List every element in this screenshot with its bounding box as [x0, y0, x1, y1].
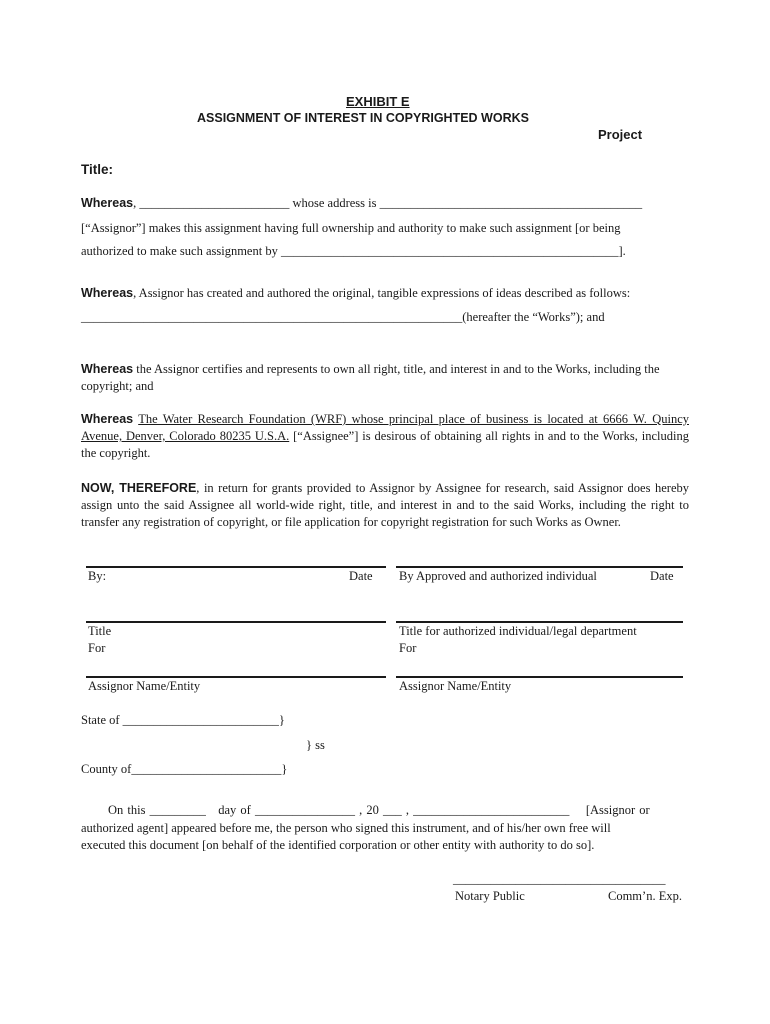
ss-label: } ss	[306, 738, 325, 752]
commission-expiration-label: Comm’n. Exp.	[608, 889, 682, 903]
now-therefore-label: NOW, THEREFORE	[81, 481, 197, 495]
state-line: State of _________________________}	[81, 713, 285, 727]
acknowledgment-line-1: On this _________ day of ________________ , 20 ___ , _________________________ [Assignor or	[108, 803, 650, 817]
certifies-paragraph: Whereas the Assignor certifies and represents to own all right, title, and interest in and to the Works, including the copyright; and	[81, 362, 660, 393]
right-by-label[interactable]: By Approved and authorized individual	[399, 569, 597, 583]
right-title-label[interactable]: Title for authorized individual/legal department	[399, 624, 637, 638]
authorizer-field[interactable]: ______________________________________________________	[280, 244, 619, 258]
assignee-details: The Water Research Foundation (WRF) whose principal place of business is located at 6666 W. Quincy Avenue, Denver, Colorado 80235 U.S.A.	[81, 412, 689, 443]
acknowledgment-line-2: authorized agent] appeared before me, the person who signed this instrument, and of his/her own free will	[81, 821, 611, 835]
assignor-line-2: [“Assignor”] makes this assignment having full ownership and authority to make such assignment [or being	[81, 221, 621, 235]
works-line-2: _____________________________________________________________(hereafter the “Works”); and	[81, 310, 605, 324]
exhibit-heading: EXHIBIT E	[346, 94, 410, 109]
left-by-label[interactable]: By:	[88, 569, 107, 583]
day-field[interactable]: _________	[149, 803, 206, 817]
left-signature-rule-mid	[86, 621, 386, 623]
right-for-label[interactable]: For	[399, 641, 417, 655]
year-field[interactable]: ___	[382, 803, 402, 817]
assignor-name-field[interactable]: ________________________	[139, 196, 290, 210]
right-signature-rule-bottom	[396, 676, 683, 678]
left-name-label[interactable]: Assignor Name/Entity	[88, 679, 201, 693]
left-for-label[interactable]: For	[88, 641, 106, 655]
county-line: County of________________________}	[81, 762, 288, 776]
right-date-label[interactable]: Date	[650, 569, 674, 583]
right-signature-rule-top	[396, 566, 683, 568]
acknowledgment-line-3: executed this document [on behalf of the identified corporation or other entity with authority to do so].	[81, 838, 595, 852]
works-description-field[interactable]: _____________________________________________________________	[81, 310, 463, 324]
assignor-address-field[interactable]: __________________________________________	[379, 196, 643, 210]
assignor-agent-field[interactable]: _________________________	[413, 803, 570, 817]
assignee-paragraph: Whereas The Water Research Foundation (WRF) whose principal place of business is located at 6666 W. Quincy Avenue, Denver, Colorado 80235 U.S.A. [“Assignee”] is desirous of obtaining all rights in and to the Works, including the copyright.	[81, 412, 689, 460]
state-field[interactable]: _________________________	[122, 713, 279, 727]
right-name-label[interactable]: Assignor Name/Entity	[399, 679, 512, 693]
right-signature-rule-mid	[396, 621, 683, 623]
left-signature-rule-top	[86, 566, 386, 568]
left-signature-rule-bottom	[86, 676, 386, 678]
left-date-label[interactable]: Date	[349, 569, 373, 583]
assignor-line-3: authorized to make such assignment by ______________________________________________________].	[81, 244, 626, 258]
works-line-1: Whereas, Assignor has created and authored the original, tangible expressions of ideas described as follows:	[81, 286, 631, 300]
project-label: Project	[598, 127, 643, 142]
month-field[interactable]: ________________	[254, 803, 355, 817]
now-therefore-paragraph: NOW, THEREFORE, in return for grants provided to Assignor by Assignee for research, said Assignor does hereby assign unto the said Assignee all world-wide right, title, and interest in and to the said Works, including the right to transfer any registration of copyright, or file application for copyright registration for such Works as Owner.	[81, 481, 689, 529]
left-title-label[interactable]: Title	[88, 624, 112, 638]
whereas-label: Whereas	[81, 412, 134, 426]
whereas-label: Whereas	[81, 196, 134, 210]
notary-signature-field[interactable]: __________________________________	[453, 872, 666, 886]
address-label: whose address is	[292, 196, 377, 210]
whereas-label: Whereas	[81, 362, 134, 376]
assignor-line-1: Whereas, ________________________ whose address is __________________________________________	[81, 196, 643, 210]
title-label: Title:	[81, 162, 114, 177]
notary-public-label: Notary Public	[455, 889, 525, 903]
whereas-label: Whereas	[81, 286, 134, 300]
document-subtitle: ASSIGNMENT OF INTEREST IN COPYRIGHTED WORKS	[197, 111, 529, 125]
county-field[interactable]: ________________________	[131, 762, 282, 776]
